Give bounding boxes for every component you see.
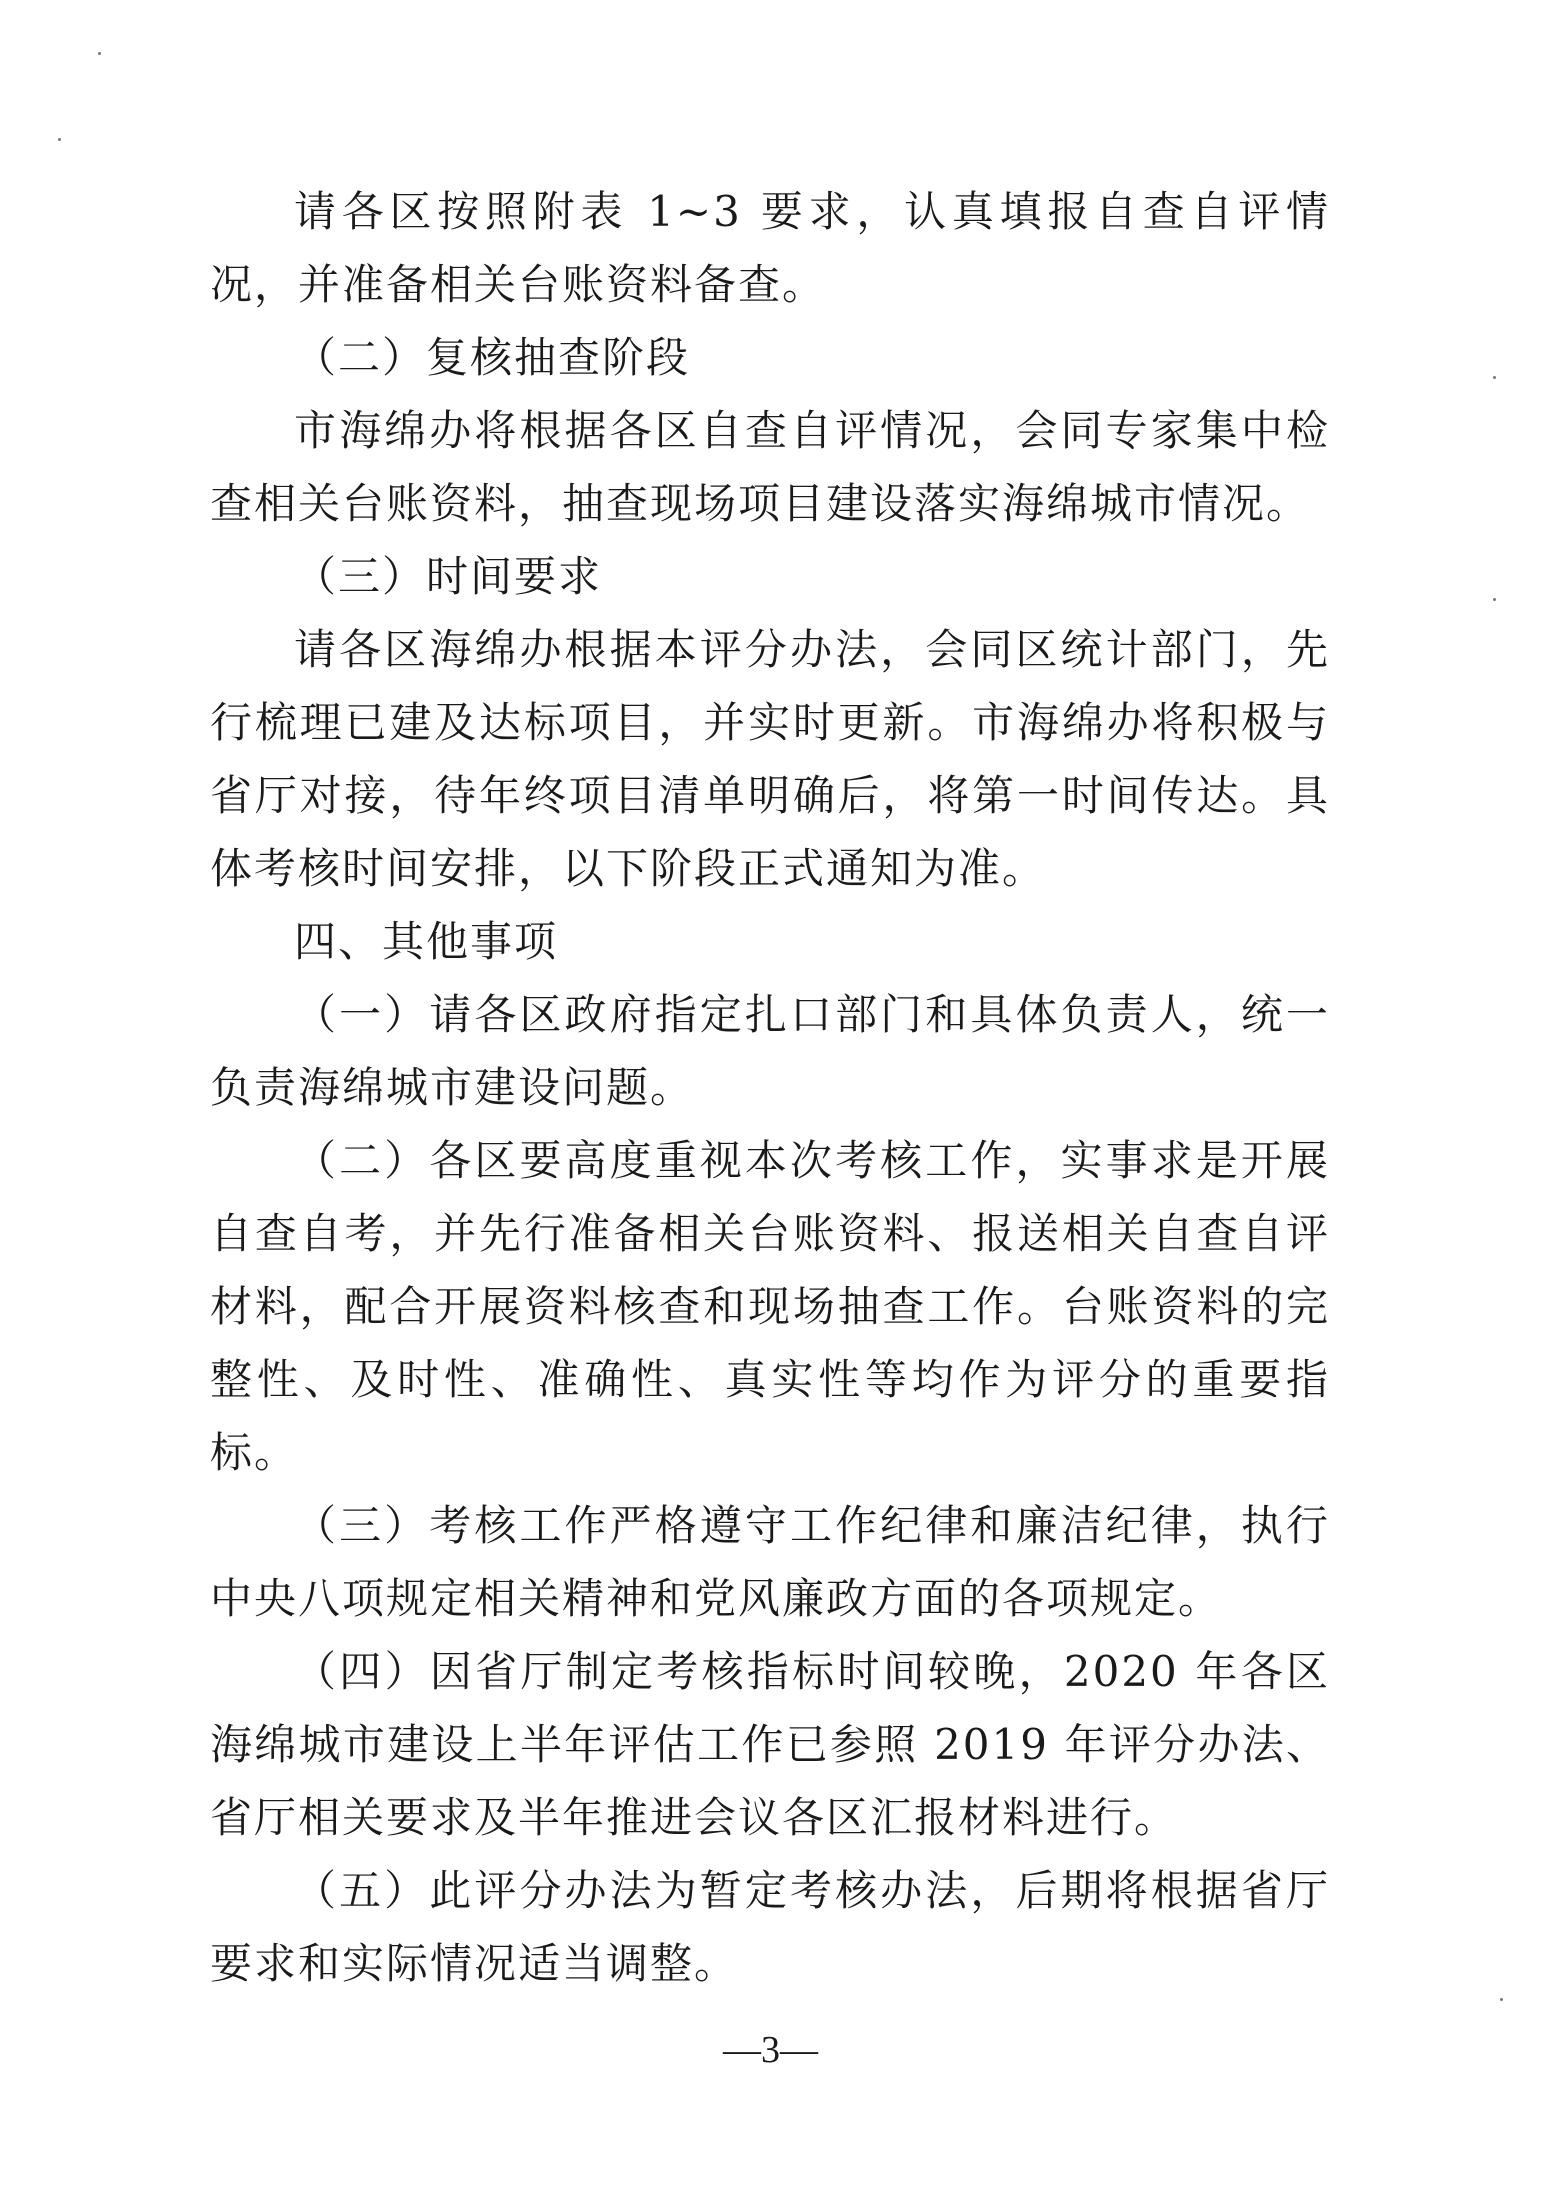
scan-speck	[1493, 598, 1496, 601]
body-text	[210, 175, 1330, 2000]
paragraph-self-report-instruction: 请各区按照附表 1~3 要求，认真填报自查自评情况，并准备相关台账资料备查。	[210, 187, 1330, 309]
scan-speck	[98, 52, 101, 55]
paragraph-item-1: （一）请各区政府指定扎口部门和具体负责人，统一负责海绵城市建设问题。	[210, 990, 1330, 1112]
paragraph-item-3: （三）考核工作严格遵守工作纪律和廉洁纪律，执行中央八项规定相关精神和党风廉政方面的各项规定。	[210, 1501, 1330, 1623]
heading-time-requirement: （三）时间要求	[294, 552, 603, 601]
paragraph-item-5: （五）此评分办法为暂定考核办法，后期将根据省厅要求和实际情况适当调整。	[210, 1866, 1330, 1988]
paragraph-review-stage: 市海绵办将根据各区自查自评情况，会同专家集中检查相关台账资料，抽查现场项目建设落实海绵城市情况。	[210, 406, 1330, 528]
page-number: —3—	[723, 2029, 818, 2071]
heading-other-matters: 四、其他事项	[294, 917, 559, 966]
scan-speck	[1500, 1998, 1503, 2001]
scan-speck	[1493, 376, 1496, 379]
paragraph-item-4: （四）因省厅制定考核指标时间较晚，2020 年各区海绵城市建设上半年评估工作已参照 2019 年评分办法、省厅相关要求及半年推进会议各区汇报材料进行。	[210, 1647, 1330, 1842]
heading-review-stage: （二）复核抽查阶段	[294, 333, 691, 382]
paragraph-time-requirement: 请各区海绵办根据本评分办法，会同区统计部门，先行梳理已建及达标项目，并实时更新。市海绵办将积极与省厅对接，待年终项目清单明确后，将第一时间传达。具体考核时间安排，以下阶段正式通知为准。	[210, 625, 1330, 893]
paragraph-item-2: （二）各区要高度重视本次考核工作，实事求是开展自查自考，并先行准备相关台账资料、报送相关自查自评材料，配合开展资料核查和现场抽查工作。台账资料的完整性、及时性、准确性、真实性等均作为评分的重要指标。	[210, 1136, 1330, 1477]
scan-speck	[58, 138, 61, 141]
